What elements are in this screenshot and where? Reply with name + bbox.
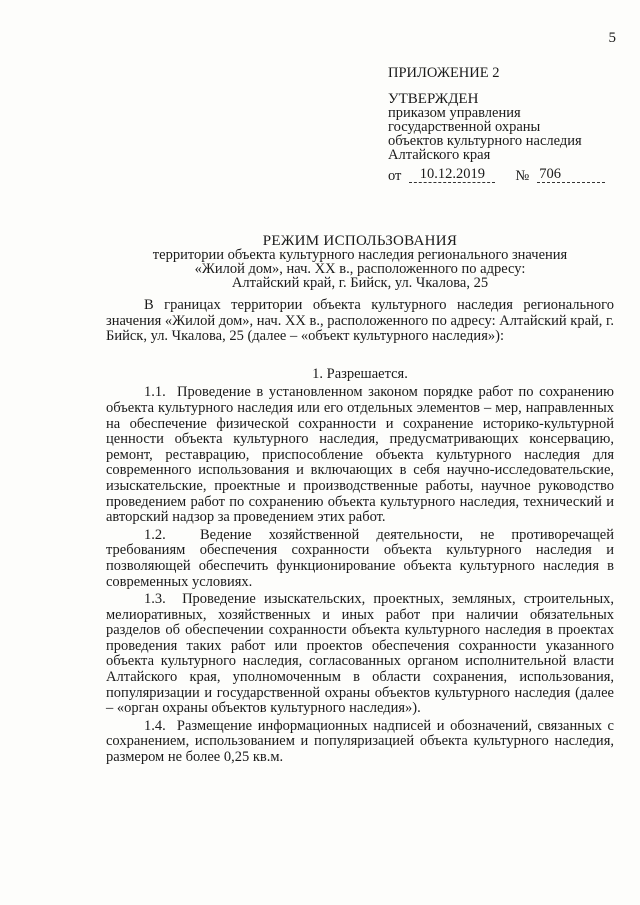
item-number: 1.1. [144,384,166,401]
list-item [106,592,614,717]
document-body [106,298,614,768]
title-line: Алтайский край, г. Бийск, ул. Чкалова, 25 [231,275,489,291]
title-block [60,234,640,290]
list-item [106,385,614,525]
section-heading: 1. Разрешается. [312,365,408,382]
number-label: № [515,168,530,184]
approved-label: УТВЕРЖДЕН [388,91,479,107]
item-text: Ведение хозяйственной деятельности, не противоречащей требованиям обеспечения сохранности объекта культурного наследия и позволяющей обеспечить функционирование объекта культурного наследия в современных условиях. [106,526,614,590]
item-number: 1.4. [144,717,166,734]
title-line: «Жилой дом», нач. XX в., расположенного по адресу: [194,261,526,277]
from-label: от [388,168,402,184]
item-text: Проведение в установленном законом порядке работ по сохранению объекта культурного наследия или его отдельных элементов – мер, направленных на обеспечение физической сохранности и сохранение историко-культурной ценности объекта культурного наследия, предусматривающих консервацию, ремонт, реставрацию, приспособление объекта культурного наследия для современного использования и включающих в себя научно-исследовательские, изыскательские, проектные и производственные работы, научное руководство проведением работ по сохранению объекта культурного наследия, технический и авторский надзор за проведением этих работ. [106,384,614,526]
appendix-label: ПРИЛОЖЕНИЕ 2 [388,65,500,81]
document-title: РЕЖИМ ИСПОЛЬЗОВАНИЯ [262,233,458,249]
item-number: 1.3. [144,591,166,608]
intro-paragraph: В границах территории объекта культурного наследия регионального значения «Жилой дом», нач. XX в., расположенного по адресу: Алтайский край, г. Бийск, ул. Чкалова, 25 (далее – «объект культурного наследия»): [106,297,614,345]
item-text: Проведение изыскательских, проектных, земляных, строительных, мелиоративных, хозяйственных и иных работ при наличии обязательных разделов об обеспечении сохранности объекта культурного наследия в проектах проведения таких работ или проектов обеспечения сохранности указанного объекта культурного наследия, согласованных органом исполнительной власти Алтайского края, уполномоченным в области сохранения, использования, популяризации и государственной охраны объектов культурного наследия (далее – «орган охраны объектов культурного наследия»). [106,591,614,717]
order-date: 10.12.2019 [409,166,495,183]
order-number: 706 [537,166,605,183]
order-line [388,166,618,183]
item-text: Размещение информационных надписей и обозначений, связанных с сохранением, использованием и популяризацией объекта культурного наследия, размером не более 0,25 кв.м. [106,717,614,766]
approval-line: Алтайского края [388,147,491,163]
approval-line: приказом управления [388,105,521,121]
approval-line: объектов культурного наследия [388,133,582,149]
approval-line: государственной охраны [388,119,541,135]
approval-block [388,66,618,183]
list-item [106,719,614,766]
list-item [106,528,614,590]
page-number: 5 [608,30,616,46]
title-line: территории объекта культурного наследия регионального значения [152,247,568,263]
item-number: 1.2. [144,526,166,543]
